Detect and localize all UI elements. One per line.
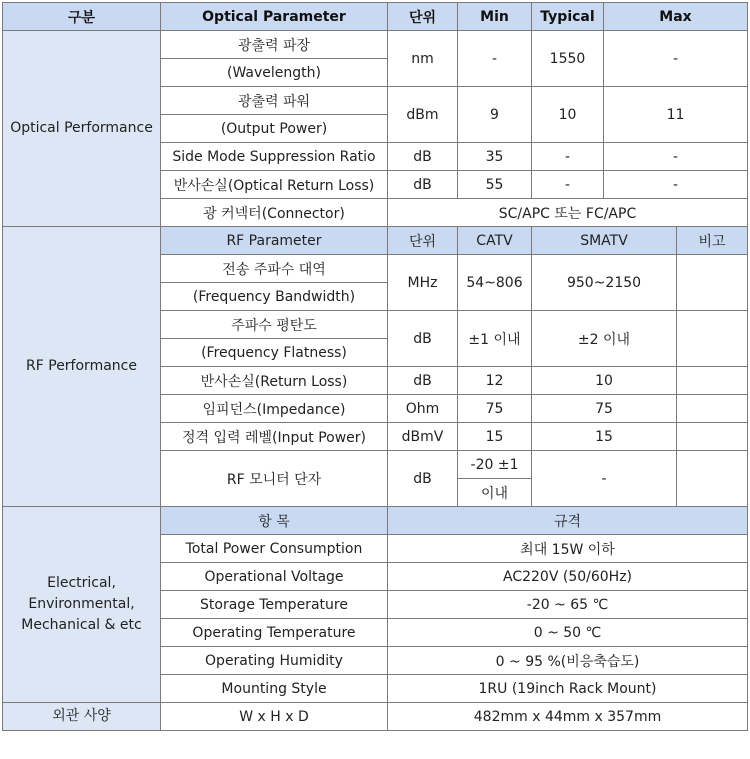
param-smatv: 15 [532,423,677,451]
param-name-ko: 주파수 평탄도 [161,311,388,339]
rf-header-unit: 단위 [388,227,458,255]
param-unit: dB [388,171,458,199]
param-note [677,311,748,367]
param-catv: 12 [458,367,532,395]
electrical-header-spec: 규격 [388,507,748,535]
header-optical-parameter: Optical Parameter [161,3,388,31]
item-name: Operating Temperature [161,619,388,647]
param-note [677,451,748,507]
param-max: - [604,171,748,199]
header-typical: Typical [532,3,604,31]
param-note [677,255,748,311]
item-name: Total Power Consumption [161,535,388,563]
item-spec: 1RU (19inch Rack Mount) [388,675,748,703]
item-name: Operating Humidity [161,647,388,675]
category-rf: RF Performance [3,227,161,507]
param-name: 광 커넥터(Connector) [161,199,388,227]
electrical-header-item: 항 목 [161,507,388,535]
param-name-en: (Frequency Flatness) [161,339,388,367]
param-note [677,423,748,451]
param-typical: 1550 [532,31,604,87]
param-max: 11 [604,87,748,143]
param-catv: ±1 이내 [458,311,532,367]
param-note [677,395,748,423]
param-name-en: (Output Power) [161,115,388,143]
param-min: 35 [458,143,532,171]
item-name: Operational Voltage [161,563,388,591]
rf-header-row [3,227,748,255]
item-spec: 0 ~ 50 ℃ [388,619,748,647]
table-row [3,31,748,59]
param-name-en: (Frequency Bandwidth) [161,283,388,311]
category-electrical [3,507,161,703]
param-unit: dBmV [388,423,458,451]
param-min: 9 [458,87,532,143]
param-unit: dBm [388,87,458,143]
param-typical: - [532,171,604,199]
param-name: 반사손실(Return Loss) [161,367,388,395]
param-unit: dB [388,367,458,395]
category-electrical-label: Electrical, Environmental, Mechanical & etc [21,575,142,633]
param-min: 55 [458,171,532,199]
item-spec: AC220V (50/60Hz) [388,563,748,591]
item-spec: 0 ~ 95 %(비응축습도) [388,647,748,675]
header-row [3,3,748,31]
param-value: SC/APC 또는 FC/APC [388,199,748,227]
param-typical: - [532,143,604,171]
table-row [3,703,748,731]
param-name-ko: 전송 주파수 대역 [161,255,388,283]
param-smatv: 75 [532,395,677,423]
param-smatv: 10 [532,367,677,395]
param-unit: dB [388,143,458,171]
param-name: RF 모니터 단자 [161,451,388,507]
param-unit: Ohm [388,395,458,423]
param-note [677,367,748,395]
category-optical: Optical Performance [3,31,161,227]
rf-header-parameter: RF Parameter [161,227,388,255]
param-unit: nm [388,31,458,87]
param-typical: 10 [532,87,604,143]
param-name-ko: 광출력 파장 [161,31,388,59]
param-smatv: 950~2150 [532,255,677,311]
param-max: - [604,31,748,87]
spec-table [2,2,748,731]
header-min: Min [458,3,532,31]
rf-header-note: 비고 [677,227,748,255]
param-smatv: - [532,451,677,507]
param-unit: dB [388,311,458,367]
param-catv-bottom: 이내 [458,479,532,507]
item-name: Mounting Style [161,675,388,703]
item-spec: -20 ~ 65 ℃ [388,591,748,619]
param-unit: dB [388,451,458,507]
item-name: W x H x D [161,703,388,731]
header-unit: 단위 [388,3,458,31]
param-name: 정격 입력 레벨(Input Power) [161,423,388,451]
param-name: 임피던스(Impedance) [161,395,388,423]
electrical-header-row [3,507,748,535]
item-spec: 최대 15W 이하 [388,535,748,563]
item-name: Storage Temperature [161,591,388,619]
param-min: - [458,31,532,87]
param-smatv: ±2 이내 [532,311,677,367]
header-category: 구분 [3,3,161,31]
param-catv: 15 [458,423,532,451]
header-max: Max [604,3,748,31]
param-name: Side Mode Suppression Ratio [161,143,388,171]
param-name-en: (Wavelength) [161,59,388,87]
param-name-ko: 광출력 파워 [161,87,388,115]
category-appearance: 외관 사양 [3,703,161,731]
param-unit: MHz [388,255,458,311]
item-spec: 482mm x 44mm x 357mm [388,703,748,731]
param-catv: 54~806 [458,255,532,311]
param-max: - [604,143,748,171]
param-catv: 75 [458,395,532,423]
rf-header-smatv: SMATV [532,227,677,255]
param-catv-top: -20 ±1 [458,451,532,479]
param-name: 반사손실(Optical Return Loss) [161,171,388,199]
rf-header-catv: CATV [458,227,532,255]
